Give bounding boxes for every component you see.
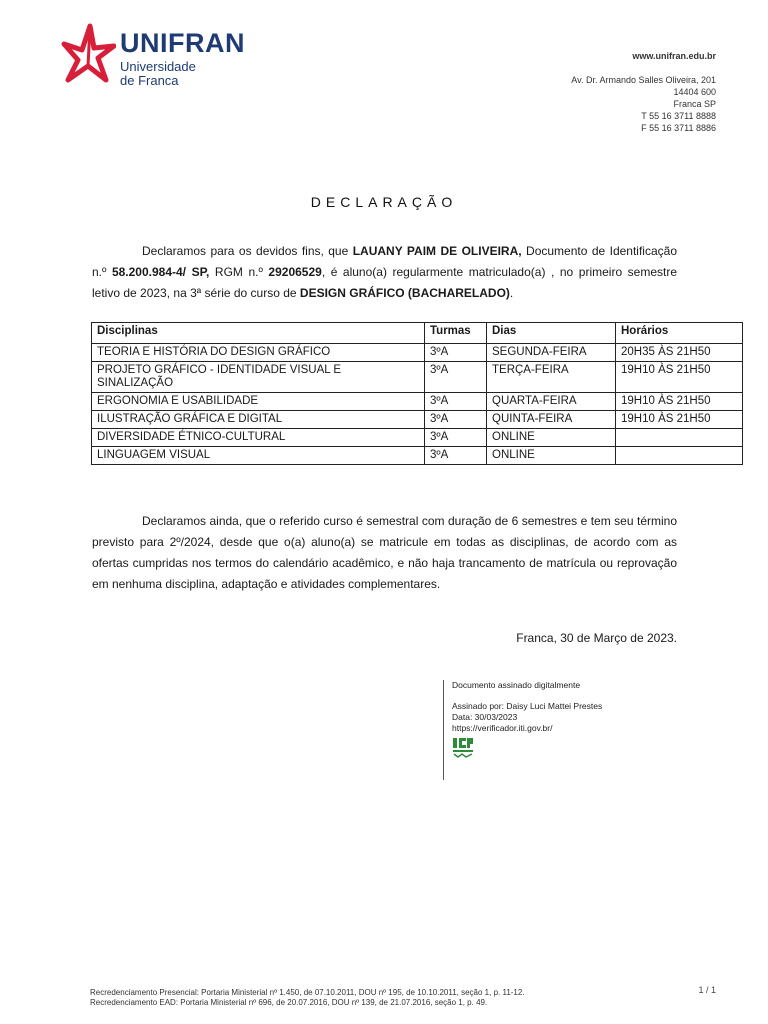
icp-brasil-seal-icon [452,737,474,759]
table-header-row [92,323,743,344]
signer-name: Assinado por: Daisy Luci Mattei Prestes [452,701,603,711]
header-horarios: Horários [616,323,743,344]
cell-class: 3ºA [425,447,487,465]
cell-day: ONLINE [487,429,616,447]
zip-code: 14404 600 [673,87,716,97]
verifier-link[interactable]: https://verificador.iti.gov.br/ [452,723,553,733]
fax: F 55 16 3711 8886 [641,123,716,133]
address-line: Av. Dr. Armando Salles Oliveira, 201 [571,75,716,85]
cell-day: TERÇA-FEIRA [487,362,616,393]
cell-discipline: PROJETO GRÁFICO - IDENTIDADE VISUAL E SINALIZAÇÃO [92,362,425,393]
cell-time [616,447,743,465]
table-row [92,362,743,393]
header-disciplinas: Disciplinas [92,323,425,344]
unifran-logo [60,22,250,92]
issue-date: Franca, 30 de Março de 2023. [516,631,677,645]
website-link[interactable]: www.unifran.edu.br [632,51,716,61]
logo-subtitle-1: Universidade [120,59,196,74]
cell-discipline: LINGUAGEM VISUAL [92,447,425,465]
declaration-paragraph-1 [92,241,677,304]
cell-day: QUARTA-FEIRA [487,393,616,411]
table-row [92,447,743,465]
cell-discipline: DIVERSIDADE ÉTNICO-CULTURAL [92,429,425,447]
disciplines-table [91,322,743,465]
cell-discipline: TEORIA E HISTÓRIA DO DESIGN GRÁFICO [92,344,425,362]
cell-time: 20H35 ÀS 21H50 [616,344,743,362]
cell-day: ONLINE [487,447,616,465]
city: Franca SP [673,99,716,109]
footer-line-2: Recredenciamento EAD: Portaria Ministerial nº 696, de 20.07.2016, DOU nº 139, de 21.07.2016, seção 1, p. 49. [90,998,488,1007]
signature-heading: Documento assinado digitalmente [452,680,581,690]
table-row [92,411,743,429]
logo-brand-name: UNIFRAN [120,28,245,58]
cell-class: 3ºA [425,362,487,393]
cell-time [616,429,743,447]
document-id: 58.200.984-4/ SP, [111,265,210,279]
cell-time: 19H10 ÀS 21H50 [616,362,743,393]
header-turmas: Turmas [425,323,487,344]
cell-time: 19H10 ÀS 21H50 [616,411,743,429]
cell-class: 3ºA [425,393,487,411]
cell-class: 3ºA [425,344,487,362]
cell-discipline: ILUSTRAÇÃO GRÁFICA E DIGITAL [92,411,425,429]
cell-class: 3ºA [425,429,487,447]
document-title: DECLARAÇÃO [310,194,458,210]
page-number: 1 / 1 [698,985,716,995]
table-row [92,344,743,362]
student-name: LAUANY PAIM DE OLIVEIRA, [352,244,522,258]
declaration-paragraph-2 [92,511,677,595]
cell-discipline: ERGONOMIA E USABILIDADE [92,393,425,411]
digital-signature-block [443,680,682,780]
course-name: DESIGN GRÁFICO (BACHARELADO) [299,286,510,300]
rgm-number: 29206529 [268,265,322,279]
logo-subtitle-2: de Franca [120,73,179,88]
table-row [92,429,743,447]
footer-accreditation [90,988,525,1008]
signature-date: Data: 30/03/2023 [452,712,518,722]
cell-day: QUINTA-FEIRA [487,411,616,429]
header-dias: Dias [487,323,616,344]
cell-day: SEGUNDA-FEIRA [487,344,616,362]
p1-text-4: , é aluno(a) regularmente matriculado(a) , no primeiro semestre letivo de 2023, na 3ª série do curso de [92,265,678,300]
phone: T 55 16 3711 8888 [641,111,716,121]
cell-class: 3ºA [425,411,487,429]
p1-text-1: Declaramos para os devidos fins, que [142,244,353,258]
p1-text-3: RGM n.º [209,265,269,279]
table-row [92,393,743,411]
star-logo-icon [60,22,116,84]
p2-text: Declaramos ainda, que o referido curso é semestral com duração de 6 semestres e tem seu término previsto para 2º/2024, desde que o(a) aluno(a) se matricule em todas as disciplinas, de acordo com as ofertas cumpridas nos termos do calendário acadêmico, e não haja trancamento de matrícula ou reprovação em nenhuma disciplina, adaptação e atividades complementares. [92,514,677,591]
p1-text-2: Documento de Identificação n.º [92,244,677,279]
contact-block [571,50,716,134]
footer-line-1: Recredenciamento Presencial: Portaria Ministerial nº 1.450, de 07.10.2011, DOU nº 195, de 10.10.2011, seção 1, p. 11-12. [90,988,525,997]
p1-text-5: . [509,286,514,300]
cell-time: 19H10 ÀS 21H50 [616,393,743,411]
